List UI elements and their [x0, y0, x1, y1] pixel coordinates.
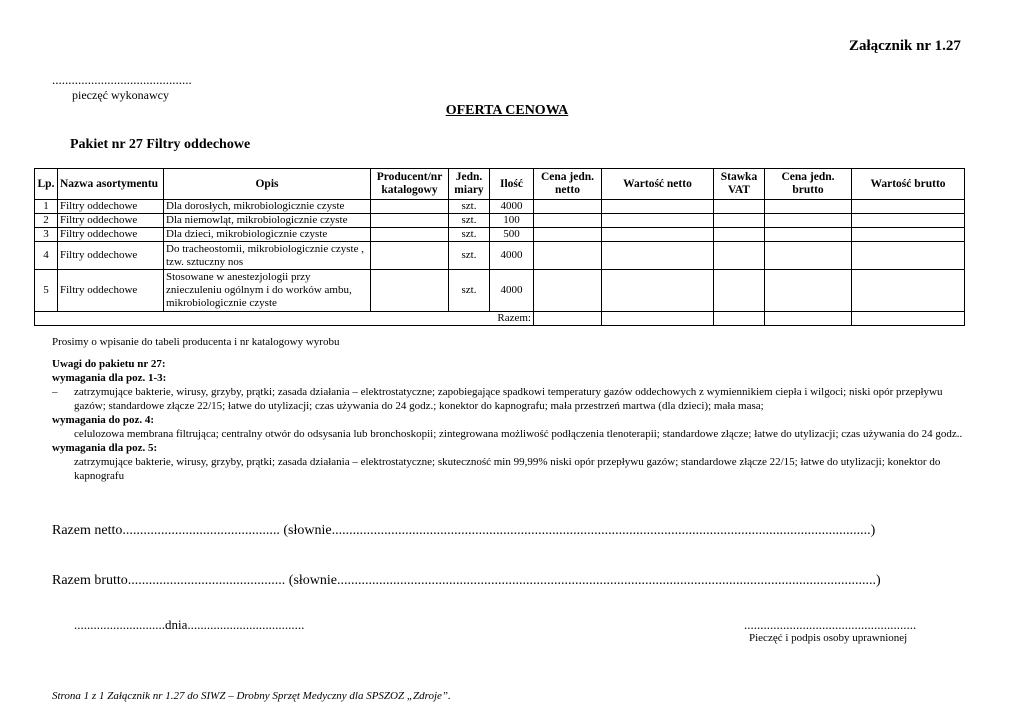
column-header: Producent/nr katalogowy [371, 169, 449, 200]
cell-name: Filtry oddechowe [58, 214, 164, 228]
dash-bullet: – [52, 386, 58, 398]
cell-qty: 4000 [490, 242, 534, 270]
cell-name: Filtry oddechowe [58, 200, 164, 214]
cell-unit: szt. [449, 228, 490, 242]
annex-number: Załącznik nr 1.27 [849, 38, 961, 54]
sum-net-value[interactable] [602, 312, 714, 326]
cell-producer[interactable] [371, 242, 449, 270]
cell-desc: Stosowane w anestezjologii przy znieczuleniu ogólnym i do worków ambu, mikrobiologicznie czyste [164, 270, 371, 312]
signature-label: Pieczęć i podpis osoby uprawnionej [749, 632, 908, 644]
cell-unit-gross[interactable] [765, 270, 852, 312]
cell-lp: 5 [35, 270, 58, 312]
notes-heading: Uwagi do pakietu nr 27: [52, 358, 166, 370]
offer-table [34, 168, 965, 326]
requirements-heading: wymagania dla poz. 5: [52, 442, 158, 454]
cell-unit-gross[interactable] [765, 242, 852, 270]
cell-unit-gross[interactable] [765, 200, 852, 214]
cell-net-value[interactable] [602, 270, 714, 312]
sum-gross-value[interactable] [852, 312, 965, 326]
sum-vat[interactable] [714, 312, 765, 326]
cell-qty: 500 [490, 228, 534, 242]
cell-producer[interactable] [371, 228, 449, 242]
request-note: Prosimy o wpisanie do tabeli producenta i nr katalogowy wyrobu [52, 336, 340, 348]
cell-lp: 3 [35, 228, 58, 242]
total-net-line: Razem netto............................................. (słownie..........................................................................................................................................................) [52, 523, 876, 538]
cell-gross-value[interactable] [852, 228, 965, 242]
sum-unit-gross[interactable] [765, 312, 852, 326]
column-header: Wartość brutto [852, 169, 965, 200]
cell-unit-net[interactable] [534, 200, 602, 214]
cell-unit-net[interactable] [534, 242, 602, 270]
cell-name: Filtry oddechowe [58, 270, 164, 312]
sum-row [35, 312, 965, 326]
table-row [35, 242, 965, 270]
sum-unit-net[interactable] [534, 312, 602, 326]
total-gross-line: Razem brutto............................................. (słownie..........................................................................................................................................................) [52, 573, 881, 588]
cell-desc: Dla niemowląt, mikrobiologicznie czyste [164, 214, 371, 228]
cell-lp: 2 [35, 214, 58, 228]
package-title: Pakiet nr 27 Filtry oddechowe [70, 137, 251, 152]
column-header: Opis [164, 169, 371, 200]
cell-gross-value[interactable] [852, 242, 965, 270]
requirements-heading: wymagania do poz. 4: [52, 414, 155, 426]
requirements-text: celulozowa membrana filtrująca; centralny otwór do odsysania lub bronchoskopii; zintegrowana możliwość podłączenia tlenoterapii; standardowe złącze; łatwe do utylizacji; czas używania do 24 godz.. [74, 428, 963, 440]
signature-dots: ..................................................... [744, 617, 917, 632]
column-header: Ilość [490, 169, 534, 200]
cell-desc: Do tracheostomii, mikrobiologicznie czyste , tzw. sztuczny nos [164, 242, 371, 270]
table-header-row [35, 169, 965, 200]
cell-desc: Dla dorosłych, mikrobiologicznie czyste [164, 200, 371, 214]
column-header: Wartość netto [602, 169, 714, 200]
table-row [35, 214, 965, 228]
column-header: Nazwa asortymentu [58, 169, 164, 200]
requirements-text [52, 385, 972, 413]
cell-net-value[interactable] [602, 200, 714, 214]
cell-producer[interactable] [371, 270, 449, 312]
cell-vat[interactable] [714, 270, 765, 312]
cell-qty: 4000 [490, 200, 534, 214]
stamp-label: pieczęć wykonawcy [72, 88, 169, 102]
cell-desc: Dla dzieci, mikrobiologicznie czyste [164, 228, 371, 242]
cell-gross-value[interactable] [852, 200, 965, 214]
requirements-body: zatrzymujące bakterie, wirusy, grzyby, prątki; zasada działania – elektrostatyczne; zapobiegające spadkowi temperatury gazów oddechowych z wymiennikiem ciepła i wilgoci; niski opór przepływu gazów; standardowe złącze 22/15; łatwe do utylizacji; czas używania do 24 godz.; konektor do kapnografu; mała przestrzeń martwa (dla dzieci); mała masa; [74, 386, 943, 412]
cell-unit-gross[interactable] [765, 228, 852, 242]
cell-name: Filtry oddechowe [58, 242, 164, 270]
table-row [35, 228, 965, 242]
document-title: OFERTA CENOWA [445, 103, 569, 118]
cell-vat[interactable] [714, 214, 765, 228]
cell-unit-net[interactable] [534, 214, 602, 228]
table-row [35, 270, 965, 312]
cell-producer[interactable] [371, 200, 449, 214]
cell-gross-value[interactable] [852, 270, 965, 312]
cell-unit: szt. [449, 214, 490, 228]
sum-label: Razem: [35, 312, 534, 326]
column-header: Jedn. miary [449, 169, 490, 200]
cell-unit-net[interactable] [534, 270, 602, 312]
cell-qty: 4000 [490, 270, 534, 312]
requirements-heading: wymagania dla poz. 1-3: [52, 372, 167, 384]
cell-unit-gross[interactable] [765, 214, 852, 228]
cell-unit: szt. [449, 242, 490, 270]
cell-unit-net[interactable] [534, 228, 602, 242]
table-row [35, 200, 965, 214]
requirements-text: zatrzymujące bakterie, wirusy, grzyby, prątki; zasada działania – elektrostatyczne; skuteczność min 99,99% niski opór przepływu gazów; standardowe złącze 22/15; łatwe do utylizacji; konektor do kapnografu [74, 456, 941, 482]
cell-net-value[interactable] [602, 214, 714, 228]
date-line: ............................dnia.................................... [74, 617, 305, 632]
column-header: Stawka VAT [714, 169, 765, 200]
cell-lp: 1 [35, 200, 58, 214]
cell-vat[interactable] [714, 242, 765, 270]
cell-vat[interactable] [714, 200, 765, 214]
cell-unit: szt. [449, 200, 490, 214]
column-header: Cena jedn. brutto [765, 169, 852, 200]
cell-producer[interactable] [371, 214, 449, 228]
cell-unit: szt. [449, 270, 490, 312]
page-footer: Strona 1 z 1 Załącznik nr 1.27 do SIWZ – Drobny Sprzęt Medyczny dla SPSZOZ „Zdroje”. [52, 690, 451, 702]
stamp-dots: ........................................... [52, 72, 192, 87]
cell-vat[interactable] [714, 228, 765, 242]
cell-lp: 4 [35, 242, 58, 270]
column-header: Cena jedn. netto [534, 169, 602, 200]
column-header: Lp. [35, 169, 58, 200]
cell-gross-value[interactable] [852, 214, 965, 228]
cell-qty: 100 [490, 214, 534, 228]
cell-net-value[interactable] [602, 242, 714, 270]
cell-name: Filtry oddechowe [58, 228, 164, 242]
cell-net-value[interactable] [602, 228, 714, 242]
package-notes [52, 357, 972, 483]
